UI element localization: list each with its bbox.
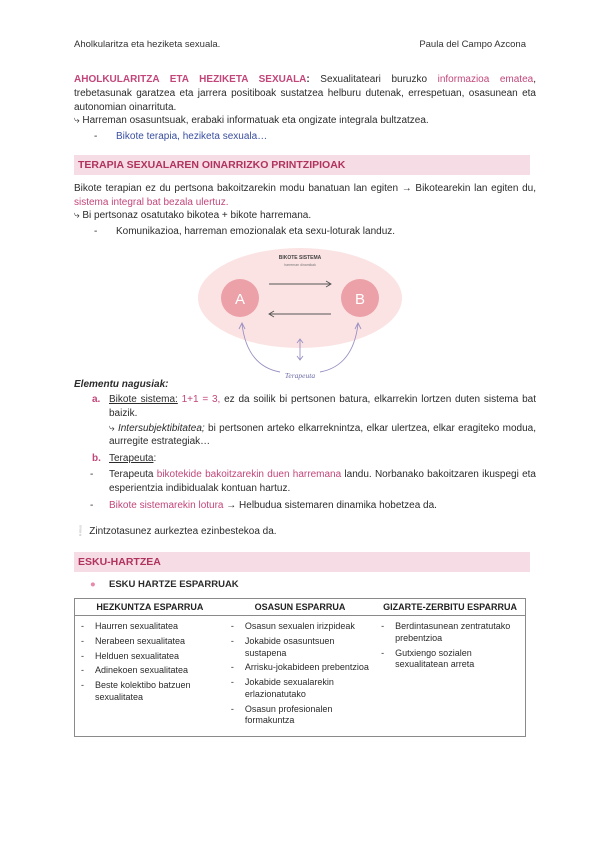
honesty-note-text: Zintzotasunez aurkeztea ezinbestekoa da. — [89, 526, 277, 537]
node-b-label: B — [354, 291, 366, 308]
list-item: - Jokabide sexualarekin erlazionatutako — [229, 677, 371, 700]
header-left: Aholkularitza eta heziketa sexuala. — [74, 39, 221, 50]
element-b-title: Terapeuta — [109, 453, 154, 464]
intro-line2: ⤷ Harreman osasuntsuak, erabaki informatuak eta ongizate integrala bultzatzea. — [74, 115, 429, 126]
list-item: - Adinekoen sexualitatea — [79, 665, 221, 677]
element-b-d1a: Terapeuta — [109, 469, 157, 480]
element-a-text: ez da soilik bi pertsonen batura, elkarrekin lortzen duten sistema bat baizik. — [109, 394, 537, 419]
couple-system-diagram — [195, 244, 405, 384]
intro-colon: : — [306, 74, 310, 85]
intro-bullet: - Bikote terapia, heziketa sexuala… — [94, 131, 268, 142]
list-item: - Arrisku-jokabideen prebentzioa — [229, 662, 371, 674]
list-item: - Nerabeen sexualitatea — [79, 636, 221, 648]
table-header-social: GIZARTE-ZERBITU ESPARRUA — [375, 599, 525, 616]
element-a-title: Bikote sistema: — [109, 394, 178, 405]
intro-text1: Sexualitateari buruzko — [309, 74, 438, 85]
list-item: - Helduen sexualitatea — [79, 651, 221, 663]
table-header-row — [75, 599, 526, 616]
page-header — [74, 38, 526, 51]
section-title-intervention: ESKU-HARTZEA — [74, 552, 530, 572]
elements-title — [74, 378, 536, 392]
social-cell — [375, 616, 525, 737]
element-b — [92, 452, 536, 466]
element-a-sub — [92, 422, 536, 450]
element-b-d2a: Bikote sistemarekin lotura — [109, 500, 224, 511]
header-right: Paula del Campo Azcona — [419, 39, 526, 50]
elements-title-colon: : — [165, 379, 169, 390]
element-b-dash2: - Bikote sistemarekin lotura → Helbudua sistemaren dinamika hobetzea da. — [90, 500, 437, 511]
intervention-areas-table — [74, 598, 526, 737]
element-b-d1b: bikotekide bakoitzarekin duen harremana — [156, 469, 342, 480]
principles-line2: ⤷ Bi pertsonaz osatutako bikotea + bikote harremana. — [74, 210, 312, 221]
table-header-health: OSASUN ESPARRUA — [225, 599, 375, 616]
principles-p1a: Bikote terapian ez du pertsona bakoitzarekin modu banatuan lan egiten → Bikotearekin lan egiten du, — [74, 183, 536, 194]
elements-title-text: Elementu nagusiak — [74, 379, 166, 390]
list-item: - Gutxiengo sozialen sexualitatean arreta — [379, 648, 521, 671]
list-item: - Osasun profesionalen formakuntza — [229, 704, 371, 727]
list-item: - Osasun sexualen irizpideak — [229, 621, 371, 633]
list-item: - Berdintasunean zentratutako prebentzioa — [379, 621, 521, 644]
education-cell — [75, 616, 225, 737]
element-a-marker: a. — [92, 394, 101, 405]
health-cell — [225, 616, 375, 737]
intro-bullet-text: Bikote terapia, heziketa sexuala… — [116, 131, 268, 142]
principles-p1b: sistema integral bat bezala ulertuz. — [74, 196, 229, 208]
element-b-d2b: → Helbudua sistemaren dinamika hobetzea da. — [223, 500, 437, 511]
element-b-d1c: landu. Norbanako bakoitzaren ikuspegi eta esperientzia indibidualak kontuan hartuz. — [109, 469, 536, 494]
element-a — [92, 393, 536, 449]
diagram-label: BIKOTE SISTEMA — [278, 255, 322, 261]
element-b-dash1: - Terapeuta bikotekide bakoitzarekin duen harremana landu. Norbanako bakoitzaren ikuspegi eta esperientzia indibidualak kontuan hartuz. — [90, 469, 536, 494]
list-item: - Beste kolektibo batzuen sexualitatea — [79, 680, 221, 703]
intro-paragraph — [74, 73, 536, 114]
intro-text2: , trebetasunak garatzea eta jarrera positiboak sustatzea helburu dutenak, errespetuan, osasunean eta autonomian oinarrituta. — [74, 74, 536, 113]
exclamation-icon: ❕ — [74, 526, 87, 537]
principles-paragraph — [74, 182, 536, 210]
element-a-sub-text: bi pertsonen arteko elkarreknintza, elkar ulertzea, elkar eragiteko modua, aurregite estrategiak… — [109, 422, 536, 448]
element-b-marker: b. — [92, 453, 101, 464]
honesty-note — [74, 525, 536, 539]
principles-bullet: - Komunikazioa, harreman emozionalak eta sexu-loturak landuz. — [94, 226, 396, 237]
element-b-colon: : — [153, 453, 157, 464]
element-a-formula: 1+1 = 3, — [181, 394, 221, 405]
table-header-education: HEZKUNTZA ESPARRUA — [75, 599, 225, 616]
list-item: - Jokabide osasuntsuen sustapena — [229, 636, 371, 659]
intervention-bullet — [90, 578, 239, 591]
table-row — [75, 616, 526, 737]
element-a-sub-arrow: ⤷ — [109, 422, 118, 434]
section-title-principles: TERAPIA SEXUALAREN OINARRIZKO PRINTZIPIOAK — [74, 155, 530, 175]
diagram-sublabel: harreman dinamikak — [284, 263, 316, 267]
node-a-label: A — [234, 291, 246, 308]
therapist-label: Terapeuta — [284, 371, 316, 380]
intro-term: AHOLKULARITZA ETA HEZIKETA SEXUALA — [74, 74, 307, 85]
principles-bullet-text: Komunikazioa, harreman emozionalak eta sexu-loturak landuz. — [116, 226, 396, 237]
bullet-dot-icon: ● — [90, 579, 96, 590]
list-item: - Haurren sexualitatea — [79, 621, 221, 633]
element-a-sub-term: Intersubjektibitatea; — [117, 422, 205, 434]
intervention-bullet-text: ESKU HARTZE ESPARRUAK — [109, 579, 239, 590]
intro-highlight: informazioa ematea — [437, 74, 534, 85]
